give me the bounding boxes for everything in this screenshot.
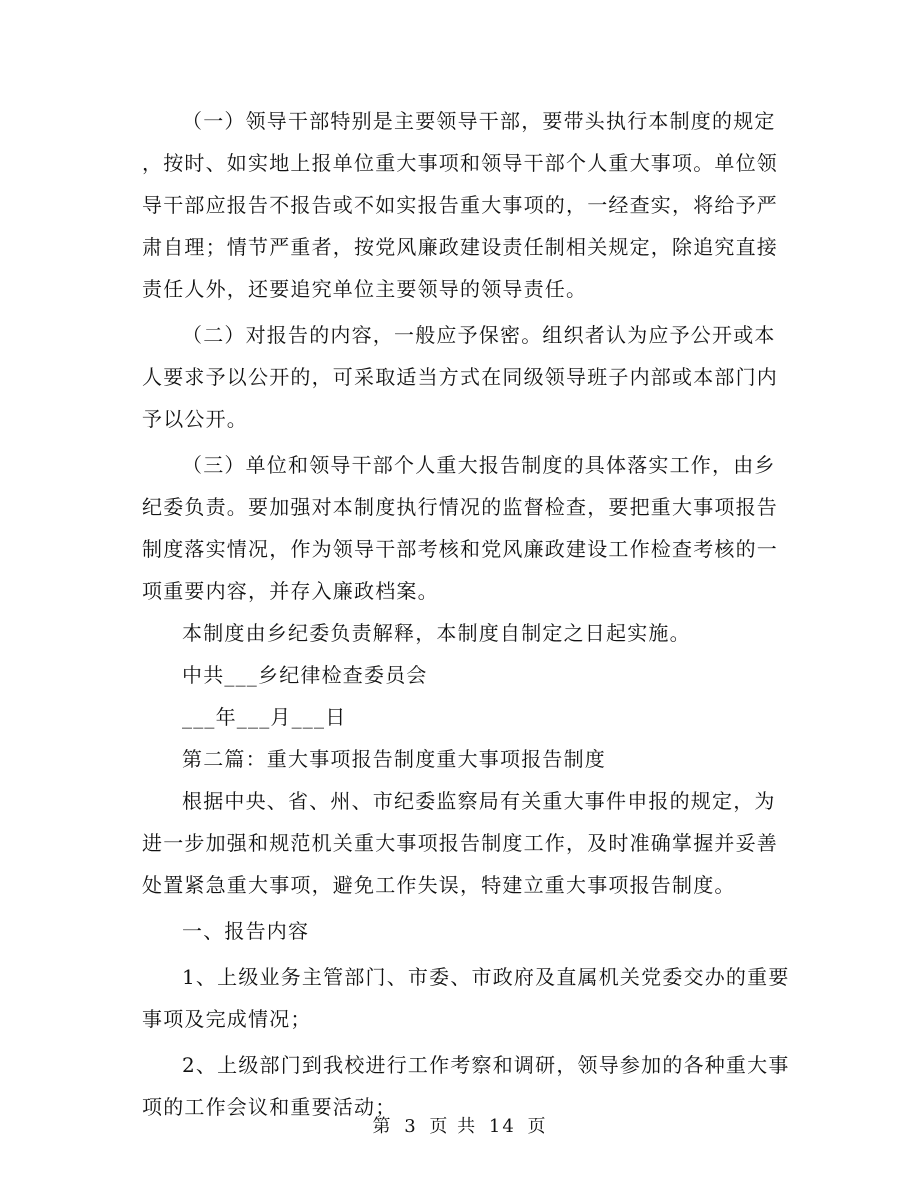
paragraph-3-line-2: 纪委负责。要加强对本制度执行情况的监督检查，要把重大事项报告: [142, 495, 778, 519]
footer-total-pages: 14: [488, 1116, 516, 1137]
footer-middle: 页 共: [429, 1116, 478, 1137]
footer-page-number: 3: [404, 1116, 418, 1137]
section-title: 第二篇：重大事项报告制度重大事项报告制度: [182, 747, 606, 771]
paragraph-4-line-1: 根据中央、省、州、市纪委监察局有关重大事件申报的规定，为: [182, 789, 776, 813]
paragraph-1-line-3: 导干部应报告不报告或不如实报告重大事项的，一经查实，将给予严: [142, 193, 778, 217]
paragraph-4-line-2: 进一步加强和规范机关重大事项报告制度工作，及时准确掌握并妥善: [142, 831, 778, 855]
paragraph-4-line-3: 处置紧急重大事项，避免工作失误，特建立重大事项报告制度。: [142, 873, 736, 897]
footer-prefix: 第: [372, 1116, 393, 1137]
paragraph-2-line-3: 予以公开。: [142, 407, 248, 431]
date-line: ___年___月___日: [182, 705, 347, 729]
paragraph-2-line-2: 人要求予以公开的，可采取适当方式在同级领导班子内部或本部门内: [142, 365, 778, 389]
paragraph-1-line-2: ，按时、如实地上报单位重大事项和领导干部个人重大事项。单位领: [142, 151, 778, 175]
paragraph-3-line-1: （三）单位和领导干部个人重大报告制度的具体落实工作，由乡: [182, 453, 776, 477]
paragraph-3-line-4: 项重要内容，并存入廉政档案。: [142, 579, 439, 603]
paragraph-3-line-3: 制度落实情况，作为领导干部考核和党风廉政建设工作检查考核的一: [142, 537, 778, 561]
item-2-line-1: 2、上级部门到我校进行工作考察和调研，领导参加的各种重大事: [182, 1053, 790, 1077]
document-body: [142, 100, 790, 1128]
item-1-line-2: 事项及完成情况；: [142, 1007, 312, 1031]
page-footer: [0, 1112, 920, 1138]
paragraph-1-line-1: （一）领导干部特别是主要领导干部，要带头执行本制度的规定: [182, 109, 776, 133]
paragraph-1-line-4: 肃自理；情节严重者，按党风廉政建设责任制相关规定，除追究直接: [142, 235, 778, 259]
interpretation-line: 本制度由乡纪委负责解释，本制度自制定之日起实施。: [182, 621, 691, 645]
paragraph-2-line-1: （二）对报告的内容，一般应予保密。组织者认为应予公开或本: [182, 323, 776, 347]
heading-report-content: 一、报告内容: [182, 919, 310, 943]
item-1-line-1: 1、上级业务主管部门、市委、市政府及直属机关党委交办的重要: [182, 965, 790, 989]
item-2-line-2: 项的工作会议和重要活动；: [142, 1095, 397, 1119]
paragraph-1-line-5: 责任人外，还要追究单位主要领导的领导责任。: [142, 277, 588, 301]
footer-suffix: 页: [527, 1116, 548, 1137]
signatory-line: 中共___乡纪律检查委员会: [182, 663, 428, 687]
